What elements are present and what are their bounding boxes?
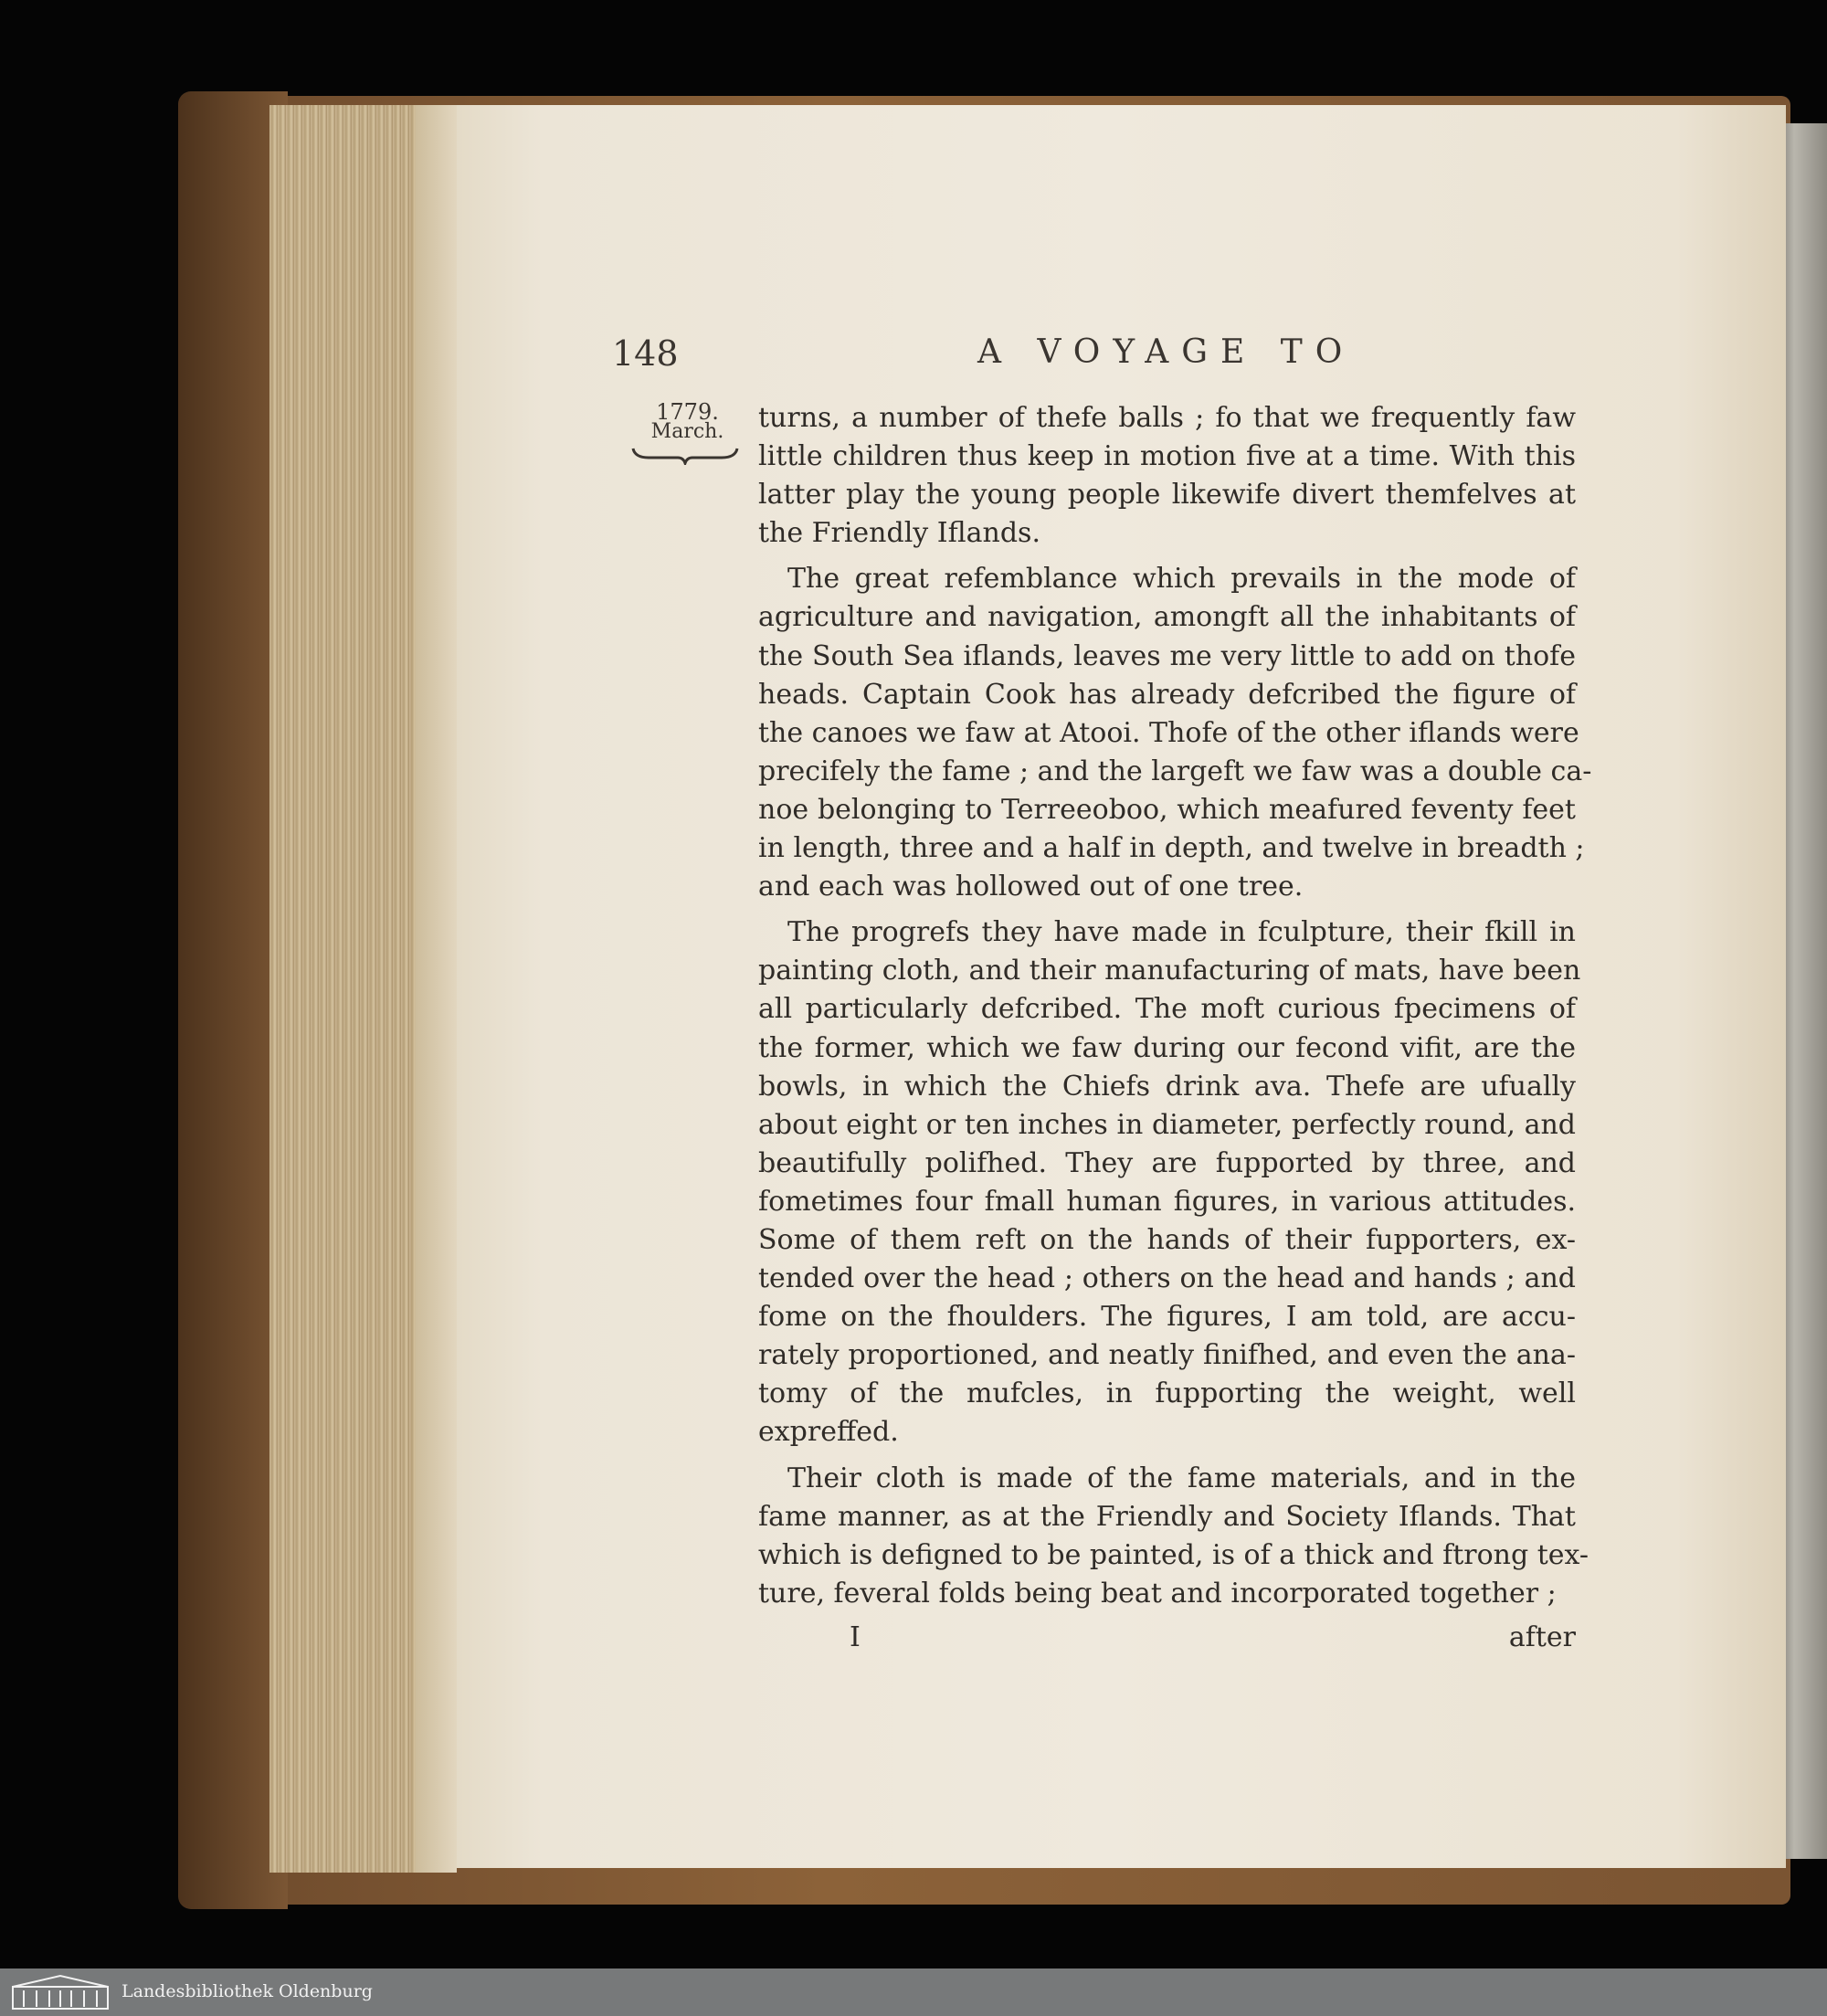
text-line: latter play the young people likewife divert themfelves at <box>758 479 1576 512</box>
page-number: 148 <box>612 333 679 374</box>
text-line: the Friendly Iflands. <box>758 517 1040 550</box>
page-edges <box>269 105 434 1873</box>
text-line: Some of them reft on the hands of their fupporters, ex- <box>758 1223 1576 1256</box>
text-line: all particularly defcribed. The moft curious fpecimens of <box>758 993 1576 1026</box>
paragraph-gap <box>758 906 1576 913</box>
text-line: ture, feveral folds being beat and incorporated together ; <box>758 1577 1557 1610</box>
text-line: precifely the fame ; and the largeft we faw was a double ca- <box>758 755 1592 787</box>
text-line: expreffed. <box>758 1416 899 1449</box>
text-line: tomy of the mufcles, in fupporting the weight, well <box>758 1377 1576 1410</box>
library-name: Landesbibliothek Oldenburg <box>121 1981 373 2001</box>
text-line: little children thus keep in motion five at a time. With this <box>758 440 1576 473</box>
text-line: about eight or ten inches in diameter, perfectly round, and <box>758 1108 1576 1141</box>
margin-month: March. <box>650 420 724 443</box>
page-header <box>612 333 1580 379</box>
signature-mark: I <box>850 1621 861 1653</box>
text-line: bowls, in which the Chiefs drink ava. Thefe are ufually <box>758 1070 1576 1103</box>
margin-note <box>630 399 745 465</box>
text-line: and each was hollowed out of one tree. <box>758 871 1304 903</box>
gutter-shadow <box>416 105 457 1873</box>
text-line: fometimes four fmall human figures, in various attitudes. <box>758 1185 1576 1218</box>
text-line: agriculture and navigation, amongft all the inhabitants of <box>758 601 1576 634</box>
text-line: in length, three and a half in depth, and twelve in breadth ; <box>758 832 1585 865</box>
margin-year: 1779. <box>656 399 719 425</box>
text-line: The progrefs they have made in fculpture, their fkill in <box>787 916 1576 949</box>
catchword-row <box>758 1621 1576 1658</box>
paragraph-gap <box>758 1452 1576 1460</box>
text-line: painting cloth, and their manufacturing of mats, have been <box>758 955 1581 987</box>
text-line: the South Sea iflands, leaves me very little to add on thofe <box>758 639 1576 672</box>
catchword: after <box>1508 1621 1576 1653</box>
text-line: fome on the fhoulders. The figures, I am told, are accu- <box>758 1301 1576 1334</box>
text-line: the canoes we faw at Atooi. Thofe of the other iflands were <box>758 716 1579 749</box>
text-line: beautifully polifhed. They are fupported by three, and <box>758 1146 1576 1179</box>
library-footer <box>0 1969 1827 2016</box>
text-line: heads. Captain Cook has already defcribed the figure of <box>758 678 1576 711</box>
text-line: rately proportioned, and neatly finifhed, and even the ana- <box>758 1339 1576 1372</box>
running-head: A VOYAGE TO <box>977 333 1356 371</box>
text-line: noe belonging to Terreeoboo, which meafured feventy feet <box>758 793 1576 826</box>
body-text <box>758 399 1592 1613</box>
text-line: which is defigned to be painted, is of a thick and ftrong tex- <box>758 1538 1589 1571</box>
text-line: turns, a number of thefe balls ; fo that we frequently faw <box>758 402 1576 434</box>
paragraph-gap <box>758 553 1576 560</box>
text-line: Their cloth is made of the fame materials, and in the <box>787 1462 1576 1494</box>
text-line: the former, which we faw during our fecond vifit, are the <box>758 1031 1576 1064</box>
text-line: tended over the head ; others on the head and hands ; and <box>758 1262 1576 1295</box>
text-line: The great refemblance which prevails in the mode of <box>787 563 1576 596</box>
brace-mark <box>630 445 740 465</box>
library-building-icon <box>11 1974 110 2011</box>
text-line: fame manner, as at the Friendly and Society Iflands. That <box>758 1500 1576 1533</box>
